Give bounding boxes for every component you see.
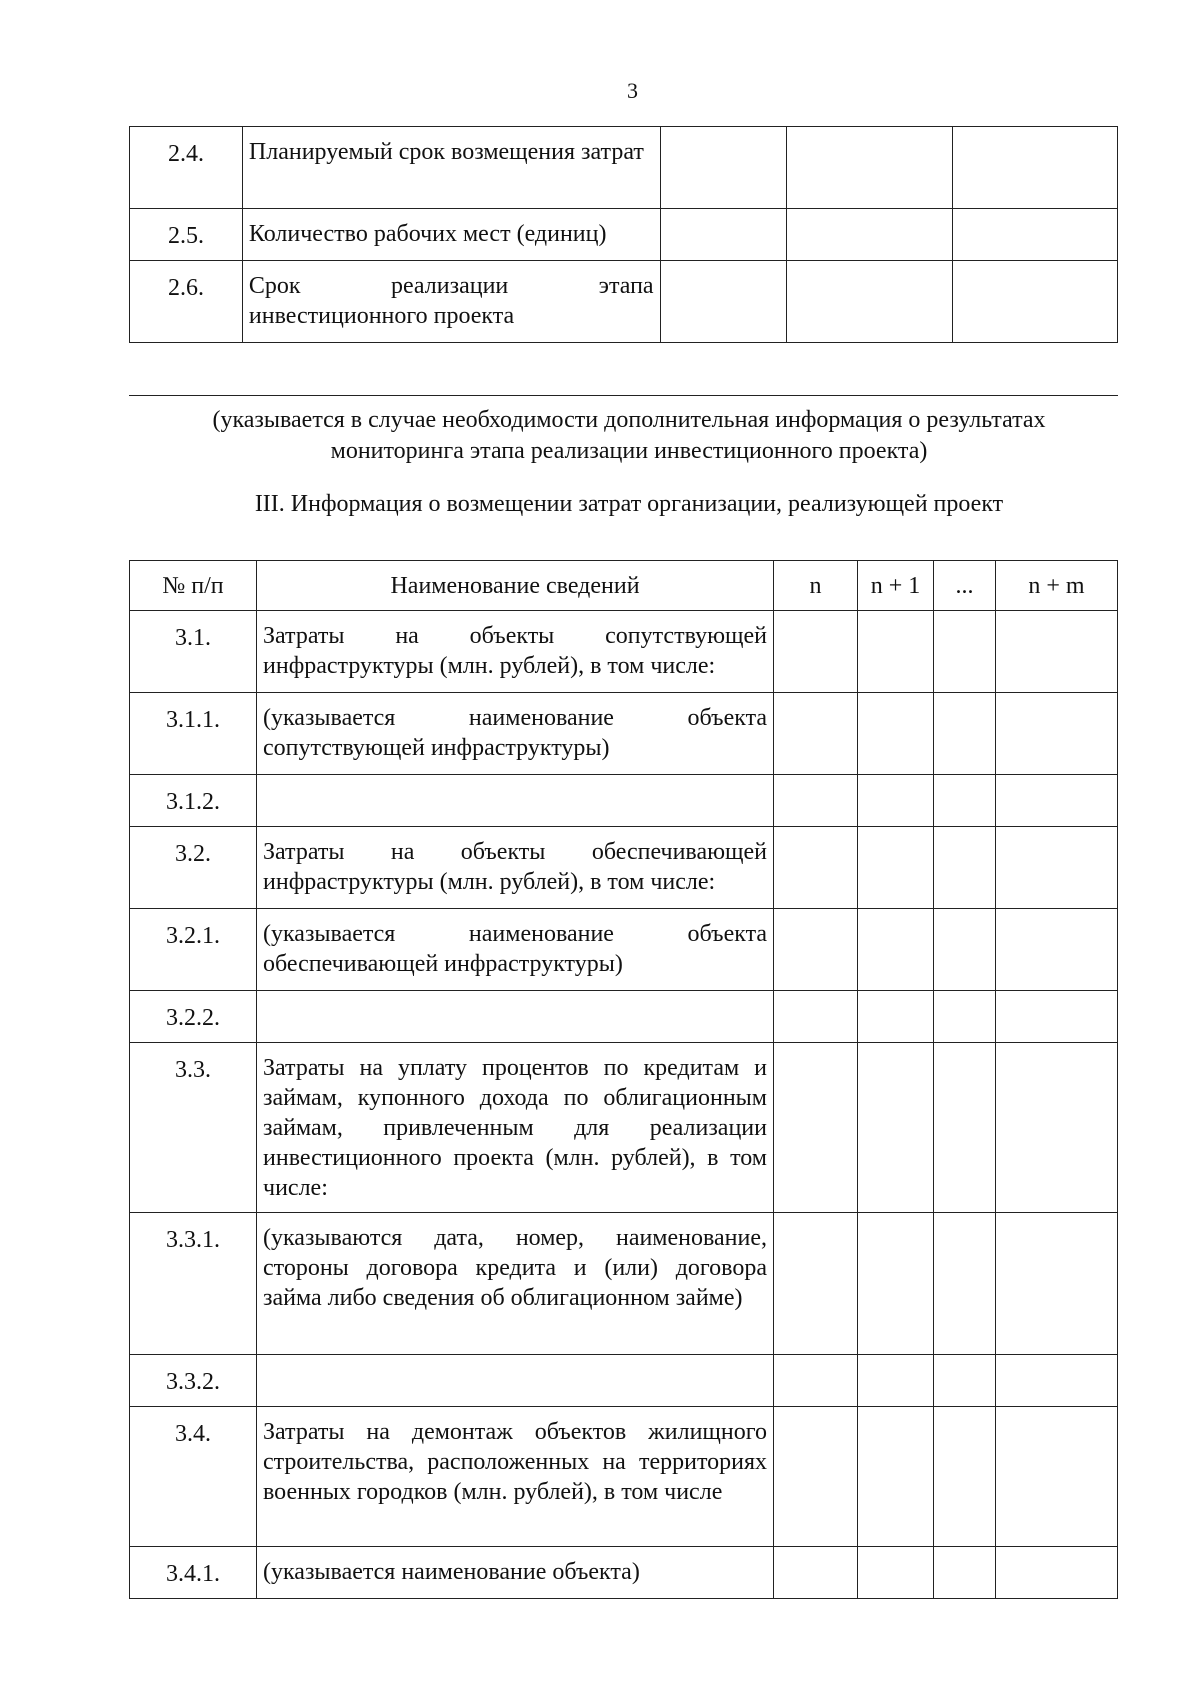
value-cell (774, 1043, 858, 1213)
value-cell (858, 775, 934, 827)
row-description: Срок реализации этапа инвестиционного проекта (242, 261, 660, 343)
row-number: 3.3.2. (130, 1355, 257, 1407)
row-number: 2.6. (130, 261, 243, 343)
value-cell (934, 1407, 996, 1547)
value-cell (996, 611, 1118, 693)
row-number: 3.1.2. (130, 775, 257, 827)
table-row (130, 261, 1118, 343)
table-row (130, 611, 1118, 693)
value-cell (953, 209, 1118, 261)
value-cell (953, 261, 1118, 343)
header-name: Наименование сведений (257, 561, 774, 611)
table-row (130, 827, 1118, 909)
row-description (257, 1355, 774, 1407)
value-cell (774, 611, 858, 693)
header-n-plus-m: n + m (996, 561, 1118, 611)
value-cell (996, 775, 1118, 827)
value-cell (774, 991, 858, 1043)
table-row (130, 775, 1118, 827)
value-cell (774, 693, 858, 775)
value-cell (774, 827, 858, 909)
value-cell (934, 1355, 996, 1407)
value-cell (858, 1547, 934, 1599)
note-line-2: мониторинга этапа реализации инвестиционного проекта) (330, 438, 928, 464)
value-cell (858, 693, 934, 775)
header-number: № п/п (130, 561, 257, 611)
row-number: 3.1.1. (130, 693, 257, 775)
value-cell (996, 1355, 1118, 1407)
value-cell (996, 693, 1118, 775)
investment-stage-table (129, 126, 1118, 343)
value-cell (934, 1547, 996, 1599)
value-cell (787, 209, 953, 261)
value-cell (774, 1213, 858, 1355)
section-title: III. Информация о возмещении затрат организации, реализующей проект (254, 491, 1004, 517)
row-number: 3.4. (130, 1407, 257, 1547)
value-cell (858, 827, 934, 909)
value-cell (953, 127, 1118, 209)
value-cell (774, 1407, 858, 1547)
table-row (130, 1043, 1118, 1213)
note-line-1: (указывается в случае необходимости дополнительная информация о результатах (212, 407, 1046, 433)
value-cell (660, 209, 787, 261)
table-row (130, 909, 1118, 991)
value-cell (934, 1043, 996, 1213)
value-cell (996, 1213, 1118, 1355)
value-cell (996, 1407, 1118, 1547)
additional-info-note (129, 405, 1129, 467)
value-cell (996, 1043, 1118, 1213)
row-description: Количество рабочих мест (единиц) (242, 209, 660, 261)
page-number: 3 (627, 78, 638, 103)
row-number: 3.2.2. (130, 991, 257, 1043)
value-cell (858, 1407, 934, 1547)
header-ellipsis: ... (934, 561, 996, 611)
value-cell (996, 991, 1118, 1043)
table-row (130, 1355, 1118, 1407)
table-row (130, 127, 1118, 209)
table-row (130, 1407, 1118, 1547)
table-row (130, 1213, 1118, 1355)
value-cell (934, 909, 996, 991)
header-n-plus-1: n + 1 (858, 561, 934, 611)
value-cell (858, 909, 934, 991)
row-description: (указывается наименование объекта сопутствующей инфраструктуры) (257, 693, 774, 775)
value-cell (774, 909, 858, 991)
value-cell (787, 261, 953, 343)
row-description: Затраты на объекты сопутствующей инфраструктуры (млн. рублей), в том числе: (257, 611, 774, 693)
value-cell (787, 127, 953, 209)
row-description: Планируемый срок возмещения затрат (242, 127, 660, 209)
value-cell (774, 1547, 858, 1599)
value-cell (934, 827, 996, 909)
table-row (130, 1547, 1118, 1599)
value-cell (774, 1355, 858, 1407)
value-cell (858, 991, 934, 1043)
value-cell (660, 261, 787, 343)
value-cell (996, 909, 1118, 991)
cost-reimbursement-table (129, 560, 1118, 1599)
row-number: 3.2.1. (130, 909, 257, 991)
row-description: (указывается наименование объекта) (257, 1547, 774, 1599)
row-description (257, 775, 774, 827)
table-row (130, 991, 1118, 1043)
row-description: Затраты на демонтаж объектов жилищного строительства, расположенных на территориях военных городков (млн. рублей), в том числе (257, 1407, 774, 1547)
row-number: 2.5. (130, 209, 243, 261)
value-cell (996, 1547, 1118, 1599)
row-description (257, 991, 774, 1043)
row-number: 3.3. (130, 1043, 257, 1213)
row-description: (указываются дата, номер, наименование, стороны договора кредита и (или) договора займа либо сведения об облигационном займе) (257, 1213, 774, 1355)
row-number: 2.4. (130, 127, 243, 209)
row-description: (указывается наименование объекта обеспечивающей инфраструктуры) (257, 909, 774, 991)
row-description: Затраты на уплату процентов по кредитам и займам, купонного дохода по облигационным займам, привлеченным для реализации инвестиционного проекта (млн. рублей), в том числе: (257, 1043, 774, 1213)
table-row (130, 209, 1118, 261)
table-header-row (130, 561, 1118, 611)
row-description: Затраты на объекты обеспечивающей инфраструктуры (млн. рублей), в том числе: (257, 827, 774, 909)
value-cell (934, 991, 996, 1043)
value-cell (660, 127, 787, 209)
value-cell (858, 1355, 934, 1407)
value-cell (934, 693, 996, 775)
table-row (130, 693, 1118, 775)
row-number: 3.2. (130, 827, 257, 909)
row-number: 3.4.1. (130, 1547, 257, 1599)
signature-line (129, 395, 1118, 396)
value-cell (858, 611, 934, 693)
value-cell (858, 1043, 934, 1213)
value-cell (858, 1213, 934, 1355)
value-cell (934, 775, 996, 827)
row-number: 3.1. (130, 611, 257, 693)
value-cell (996, 827, 1118, 909)
value-cell (774, 775, 858, 827)
value-cell (934, 611, 996, 693)
row-number: 3.3.1. (130, 1213, 257, 1355)
header-n: n (774, 561, 858, 611)
value-cell (934, 1213, 996, 1355)
